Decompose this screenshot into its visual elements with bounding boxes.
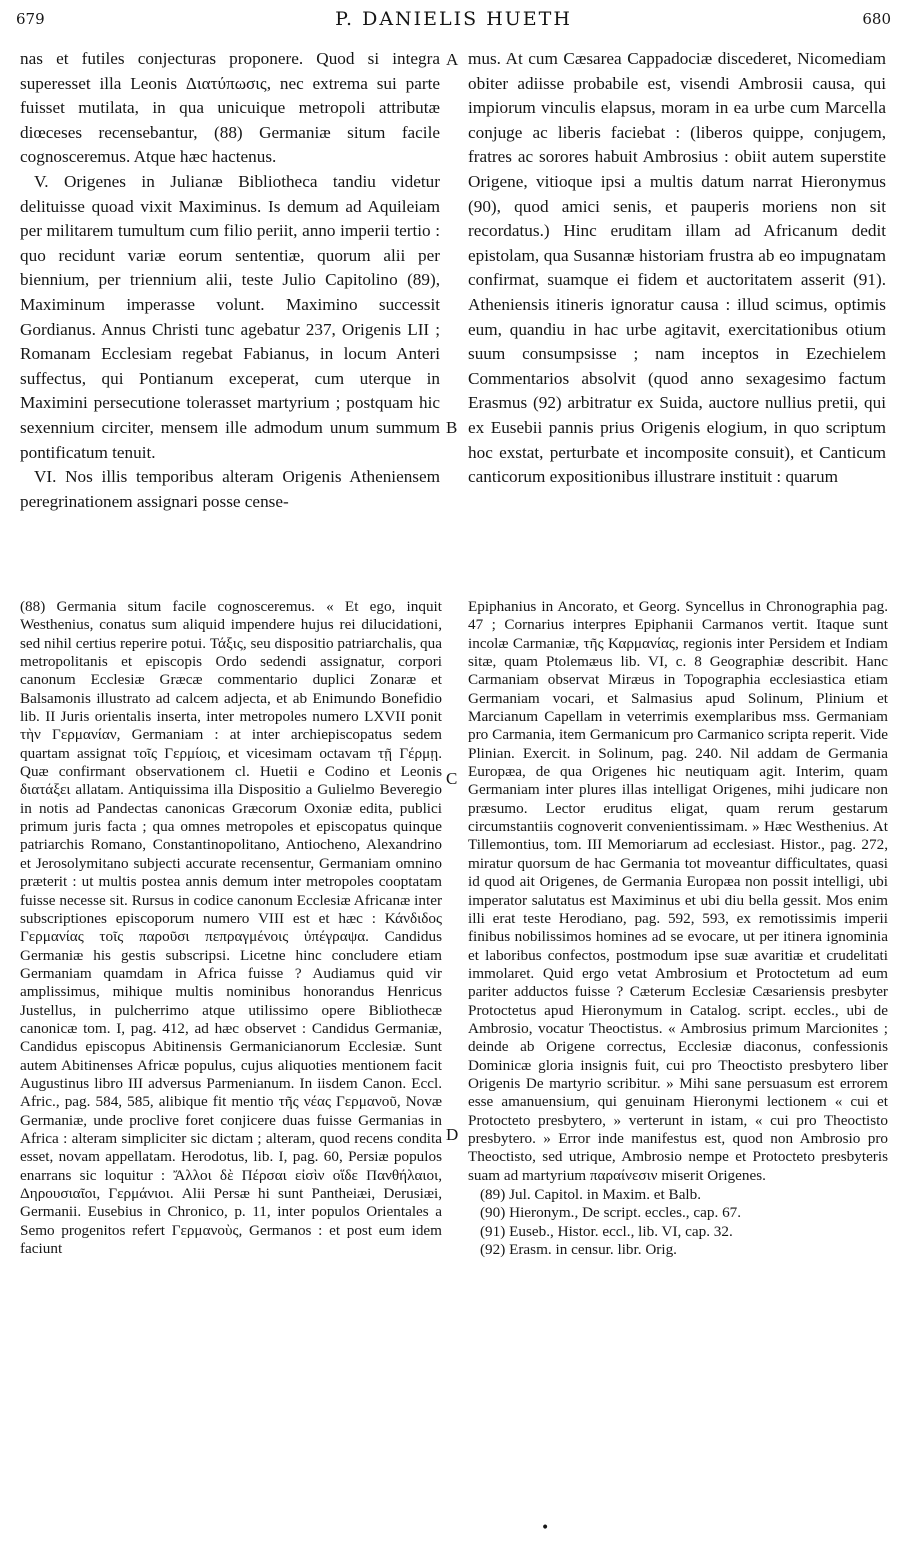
reference-item: (92) Erasm. in censur. libr. Orig. bbox=[480, 1241, 677, 1259]
paragraph: nas et futiles conjecturas proponere. Quod si integra superesset illa Leonis Διατύπωσις, nec extrema sui parte fuisset mutilata, in qua unicuique metropoli attributæ diœceses recensebantur, (88) Germaniæ situm facile cognosceremus. Atque hæc hactenus. bbox=[20, 49, 440, 167]
reference-item: (90) Hieronym., De script. eccles., cap. 67. bbox=[480, 1204, 742, 1222]
running-title: P. DANIELIS HUETH bbox=[335, 8, 572, 30]
paragraph: VI. Nos illis temporibus alteram Origenis Atheniensem peregrinationem assignari posse cense- bbox=[20, 467, 440, 511]
page-header bbox=[16, 8, 891, 34]
footnote-88-continued: Epiphanius in Ancorato, et Georg. Syncellus in Chronographia pag. 47 ; Cornarius interpres Epiphanii Carmanos vertit. Itaque sunt incolæ Carmaniæ, τῆς Καρμανίας, regionis inter Persidem et Indiam sitæ, quam Ptolemæus lib. VI, c. 8 Geographiæ describit. Hanc Carmaniam observat Miræus in Topographia ecclesiastica etiam Germaniam vocari, et Salmasius apud Solinum, Plinium et Marcianum Capellam in veterrimis exemplaribus mss. Germaniam pro Carmania, item Germanicum pro Carmanico scripta reperit. Vide Plinian. Exercit. in Solinum, pag. 240. Nil addam de Germania Europæa, de qua Origenes hic neutiquam agit. Interim, quam Germaniam inter plures illas intelligat Origenes, mihi judicare non præsumo. Lector eruditus eligat, quam rerum gestarum circumstantiis cognoverit convenientissimam. » Hæc Westhenius. At Tillemontius, tom. III Memoriarum ad ecclesiast. Histor., pag. 272, miratur quorsum de hac Germania tot moveantur difficultates, quasi id quod ait Origenes, de Germania Europæa non possit intelligi, ubi imperator salutatus est Maximinus et ubi diu bella gessit. Mos enim illi erat teste Herodiano, pag. 592, 593, ex remotissimis imperii finibus nobilissimos homines ad se evocare, ut per itinera ignominia et laboribus confectos, postmodum ipse suæ avaritiæ et crudelitati immolaret. Quid ergo vetat Ambrosium et Protoctetum ad eum pariter adductos fuisse ? Cæterum Ecclesiæ Cæsariensis presbyter Protoctetus apud Hieronymum in Catalog. script. eccles., ubi de Ambrosio, vocatur Theoctistus. « Ambrosius primum Marcionites ; deinde ab Origene correctus, Ecclesiæ diaconus, confessionis Dominicæ gloria insignis fuit, cui pro Theoctisto presbytero liber Origenis De martyrio scribitur. » Mihi sane persuasum est errorem esse amanuensium, qui genuinam Hieronymi lectionem « cui et Protocteto presbytero, » verterunt in istam, « cui pro Theoctisto presbytero. » Error inde manifestus est, quod non Ambrosio pro Theoctisto, sed utrique, Ambrosio nempe et Protocteto presbyteris suam ad martyrium παραίνεσιν miserit Origenes. bbox=[468, 598, 888, 1184]
paragraph: V. Origenes in Julianæ Bibliotheca tandiu videtur delituisse quoad vixit Maximinus. Is demum ad Aquileiam per militarem tumultum cum filio periit, anno imperii tertio : quo recidunt variæ eorum sententiæ, quorum alii per biennium, per triennium alii, teste Julio Capitolino (89), Maximinum imperasse volunt. Maximino successit Gordianus. Annus Christi tunc agebatur 237, Origenis LII ; Romanam Ecclesiam regebat Fabianus, in locum Anteri suffectus, qui Pontianum exceperat, cum uterque in Maximini persecutione tolerasset martyrium ; postquam hic sexennium circiter, mensem ille admodum unum summum pontificatum tenuit. bbox=[20, 171, 440, 462]
margin-marker-d: D bbox=[446, 1125, 459, 1144]
footnote-88: (88) Germania situm facile cognosceremus. « Et ego, inquit Westhenius, conatus sum aliquid impendere hujus rei dilucidationi, sed nihil certius reperire potui. Τάξις, seu dispositio patriarchalis, qua metropolitanis et episcopis Ordo sedendi assignatur, corpori canonum Ecclesiæ Græcæ commentario duplici Zonaræ et Balsamonis illustrato ad calcem adjecta, et ab Enimundo Bonefidio lib. II Juris orientalis inserta, inter metropoles numero LXVII ponit τὴν Γερμανίαν, Germaniam : at inter archiepiscopatus sedem quartam assignat τοῖς Γερμίοις, et vicesimam octavam τῇ Γέρμῃ. Quæ confirmant observationem cl. Huetii e Codino et Leonis διατάξει allatam. Antiquissima illa Dispositio a Gulielmo Beveregio in notis ad Pandectas canonicas Græcorum Oxoniæ edita, publici primum juris facta ; qua omnes metropoles et episcopatus quinque patriarchis Romano, Constantinopolitano, Antiocheno, Alexandrino et Jerosolymitano subjecti accurate recensentur, Germaniam omnino præterit : ut multis postea annis demum inter metropoles cooptatam fuisse necesse sit. Rursus in codice canonum Ecclesiæ Africanæ inter subscriptiones episcoporum numero VIII est et hæc : Κάνδιδος Γερμανίας τοῖς παροῦσι πεπραγμένοις ὑπέγραψα. Candidus Germaniæ his gestis subscripsi. Licetne hinc concludere etiam Germaniam quamdam in Africa fuisse ? Audiamus quid vir amplissimus, mihique multis nominibus honorandus Henricus Justellus, in pulcherrimo atque utilissimo opere Bibliothecæ canonicæ tom. I, pag. 412, ad hæc observet : Candidus Germaniæ, Candidus episcopus Abitinensis Germanicianorum Ecclesiæ. Sunt autem Abitinenses Africæ populus, cujus aliquoties mentionem facit Augustinus libro III adversus Parmenianum. In iisdem Canon. Eccl. Afric., pag. 584, 585, alibique fit mentio τῆς νέας Γερμανοῦ, Novæ Germaniæ, unde proclive foret conjicere duas fuisse Germanias in Africa : alteram simpliciter sic dictam ; alteram, quod recens condita esset, novam appellatam. Herodotus, lib. I, pag. 60, Persiæ populos enarrans sic loquitur : Ἄλλοι δὲ Πέρσαι εἰσὶν οἵδε Πανθήλαιοι, Δηρουσιαῖοι, Γερμάνιοι. Alii Persæ hi sunt Pantheiæi, Derusiæi, Germanii. Eusebius in Chronico, p. 11, inter populos Orientales a Semo progenitos refert Γερμανοὺς, Germanos : et post eum idem faciunt bbox=[20, 598, 442, 1258]
main-text-right-column bbox=[468, 47, 886, 490]
page-number-left: 679 bbox=[16, 10, 45, 28]
margin-marker-b: B bbox=[446, 418, 458, 437]
margin-marker-a: A bbox=[446, 50, 459, 69]
margin-marker-c: C bbox=[446, 769, 458, 788]
end-mark: • bbox=[541, 1520, 550, 1536]
reference-item: (89) Jul. Capitol. in Maxim. et Balb. bbox=[480, 1186, 702, 1203]
footnote-right-column bbox=[468, 598, 888, 1259]
reference-item: (91) Euseb., Histor. eccl., lib. VI, cap. 32. bbox=[480, 1222, 733, 1240]
references-list bbox=[468, 1186, 888, 1259]
main-text-left-column bbox=[20, 47, 440, 514]
paragraph: mus. At cum Cæsarea Cappadociæ discederet, Nicomediam obiter adiisse probabile est, visendi Ambrosii causa, qui impiorum vinculis elapsus, moram in ea urbe cum Marcella conjuge ac liberis faciebat : (liberos quippe, conjugem, fratres ac sorores habuit Ambrosius : obiit autem superstite Origene, vitioque ipsi a multis datum narrat Hieronymus (90), quod amici senis, et pauperis moriens non sit recordatus.) Hinc eruditam illam ad Africanum dedit epistolam, qua Susannæ historiam frustra ab eo impugnatam confirmat, suamque ei fidem et auctoritatem asserit (91). Atheniensis itineris ignoratur causa : illud scimus, optimis eum, quandiu in hac urbe agitavit, exercitationibus otium suum consumpsisse ; nam inceptos in Ezechielem Commentarios absolvit (quod anno sexagesimo factum Erasmus (92) arbitratur ex Suida, auctore nullius pretii, qui ex Eusebii pannis prius Origenis elogium, in quo scriptum hoc exstat, perturbate et incomposite consuit), et Canticum canticorum expositionibus illustrare instituit : quarum bbox=[468, 49, 886, 487]
footnote-left-column bbox=[20, 598, 442, 1258]
page-number-right: 680 bbox=[862, 10, 891, 28]
